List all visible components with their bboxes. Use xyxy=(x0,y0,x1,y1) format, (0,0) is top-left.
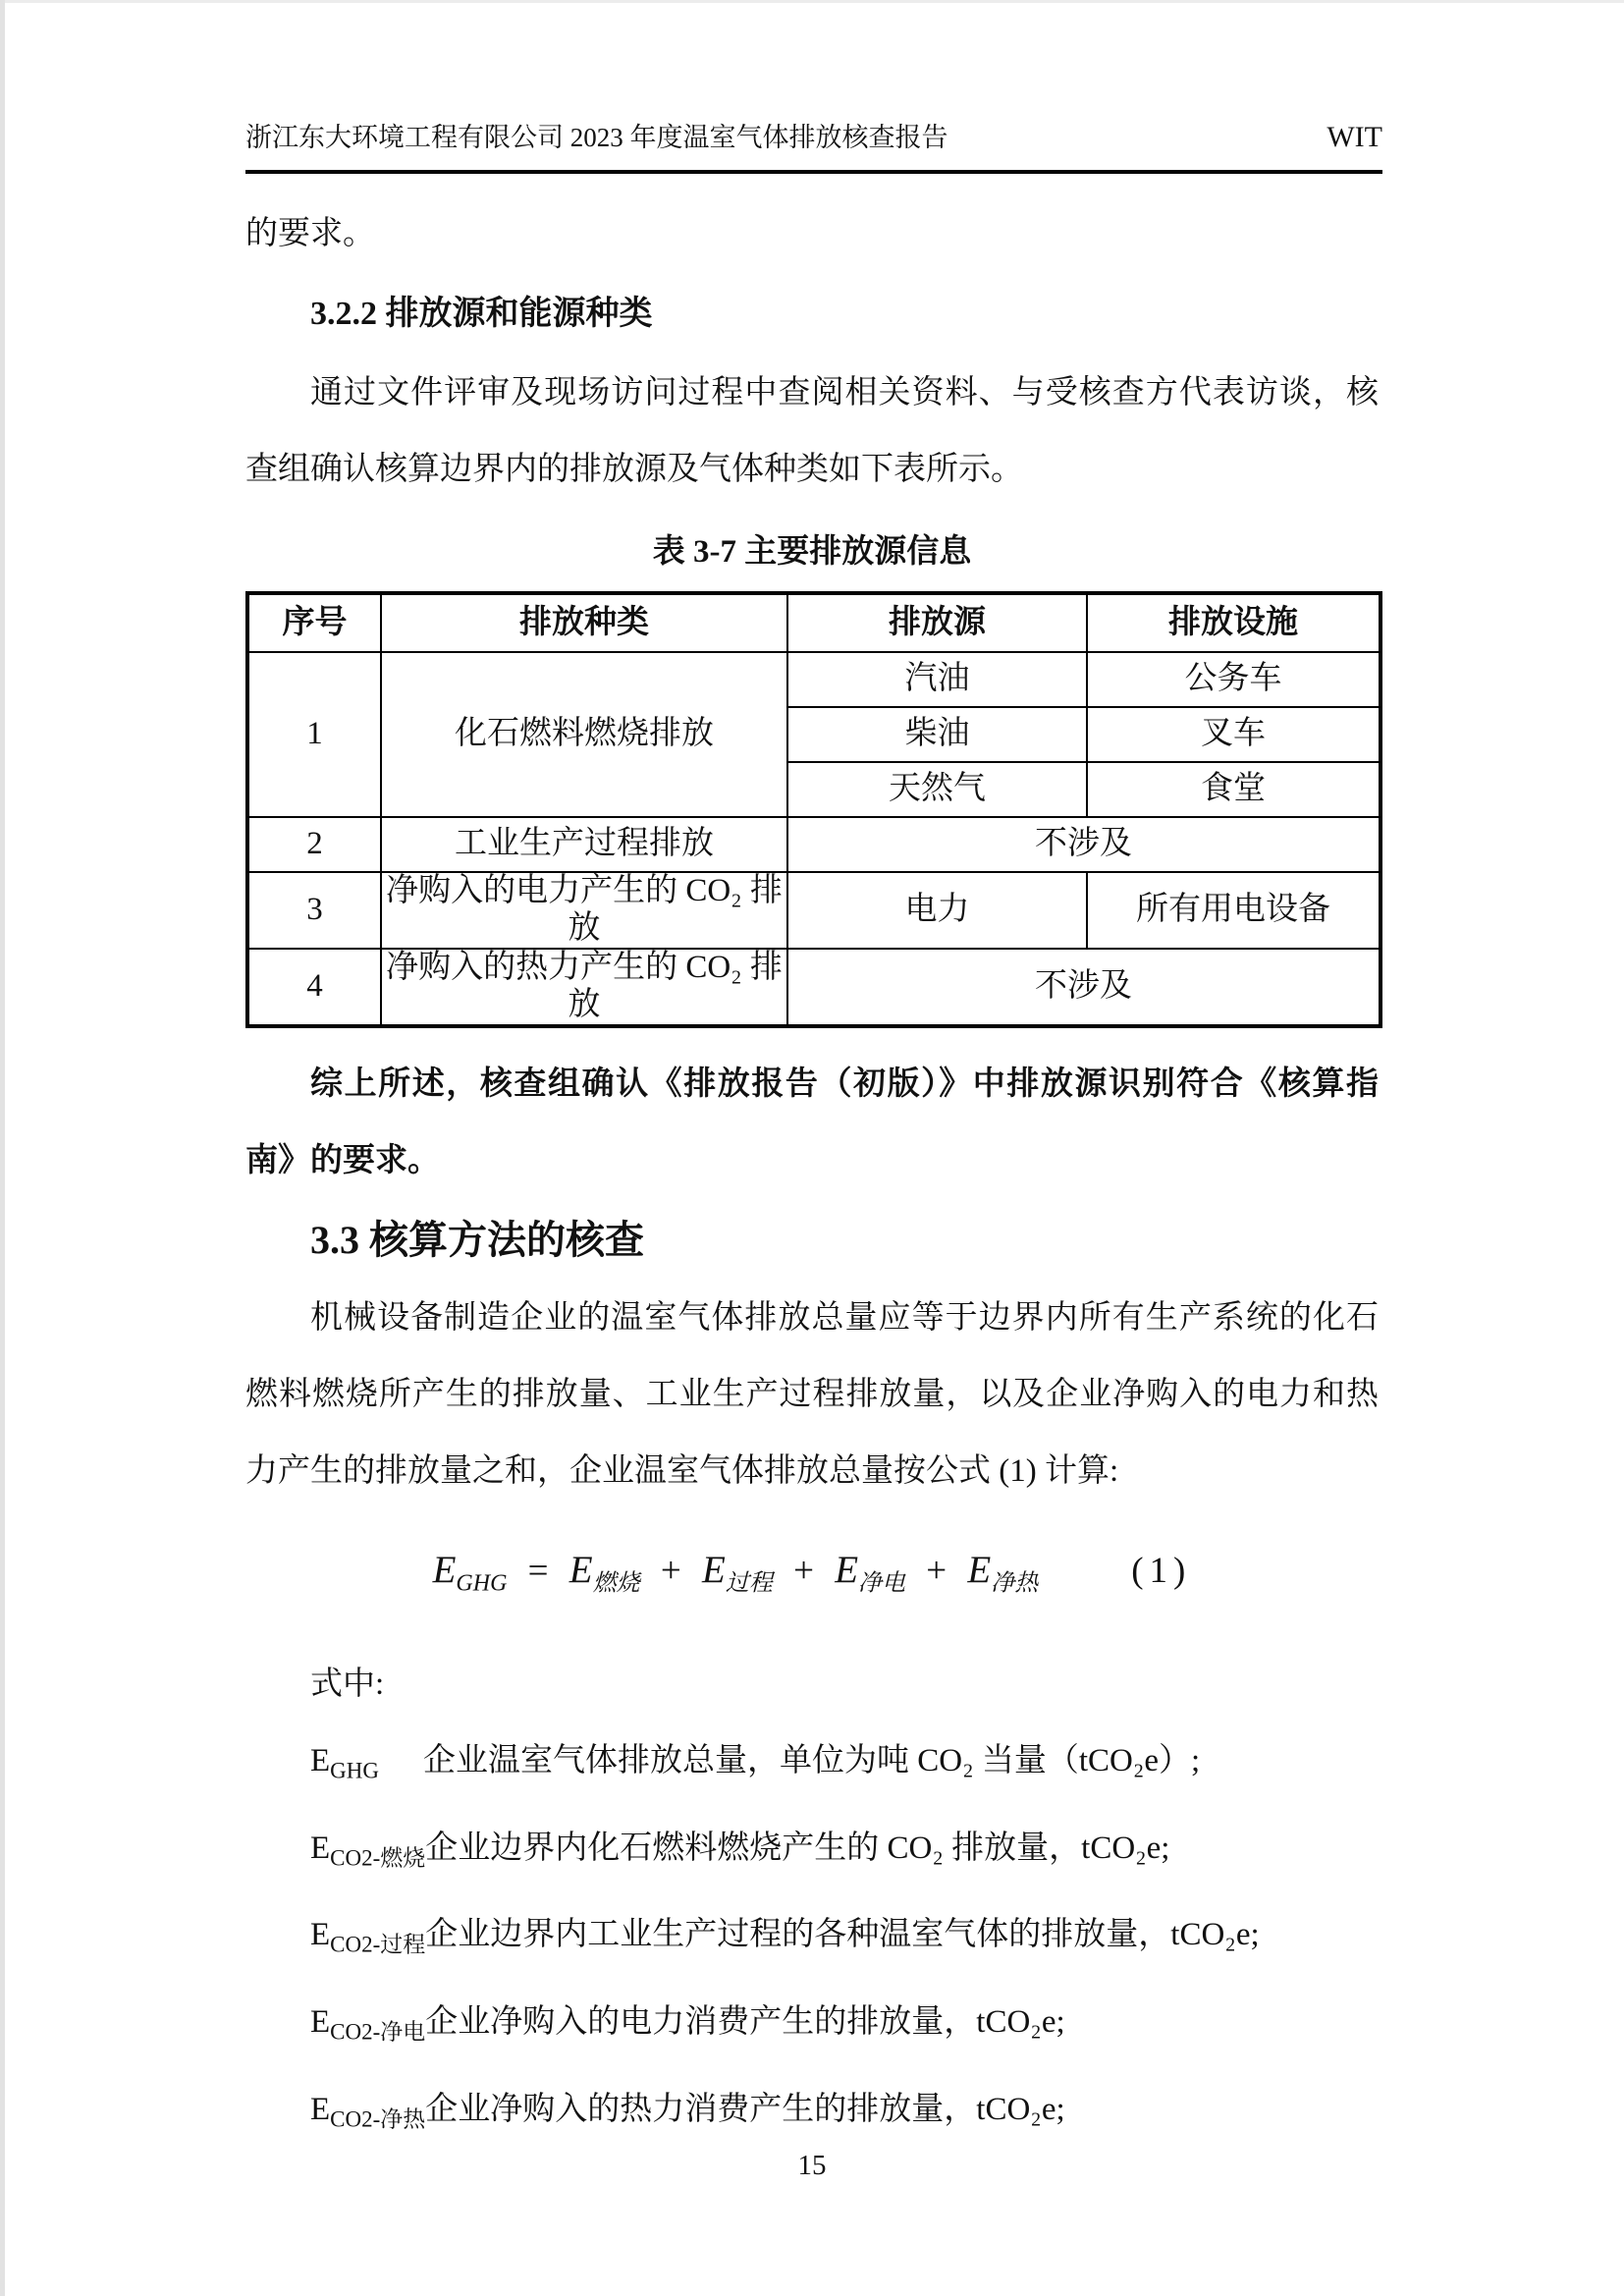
plus-sign: + xyxy=(926,1550,947,1591)
header-logo-text: WIT xyxy=(1326,121,1382,153)
formula-symbol-E: E xyxy=(967,1548,992,1591)
definition-symbol: $E_{GHG}$ xyxy=(310,1743,380,1783)
section-heading-322: 3.2.2 排放源和能源种类 xyxy=(310,296,653,332)
table-row xyxy=(247,872,1380,949)
symbol-definitions xyxy=(245,1722,1379,2158)
plus-sign: + xyxy=(660,1550,681,1591)
cell-row1-no: 1 xyxy=(247,652,381,817)
equals-sign: = xyxy=(527,1550,549,1591)
column-header-emission-facility: 排放设施 xyxy=(1087,593,1380,652)
paragraph-conclusion xyxy=(245,1046,1379,1199)
definition-symbol: $E_{CO2-燃烧}$ xyxy=(310,1830,426,1871)
formula-symbol-E: E xyxy=(568,1548,593,1591)
page-header xyxy=(245,0,1382,174)
definition-line xyxy=(245,2071,1379,2159)
page-number: 15 xyxy=(797,2150,827,2181)
column-header-no: 序号 xyxy=(247,593,381,652)
formula-subscript-net-electricity: 净电 xyxy=(858,1570,906,1597)
cell-row1-source-diesel: 柴油 xyxy=(787,707,1087,762)
formula-body xyxy=(433,1532,1039,1621)
cell-row4-type: 净购入的热力产生的 CO₂ 排放 xyxy=(381,949,787,1026)
definition-symbol: $E_{CO2-净热}$ xyxy=(310,2091,426,2132)
plus-sign: + xyxy=(793,1550,814,1591)
cell-row4-not-involved: 不涉及 xyxy=(787,949,1380,1026)
formula-subscript-net-heat: 净热 xyxy=(991,1570,1039,1597)
cell-row2-type: 工业生产过程排放 xyxy=(381,817,787,872)
cell-row1-facility-canteen: 食堂 xyxy=(1087,762,1380,817)
continuation-line: 的要求。 xyxy=(245,216,375,251)
definition-text: 企业边界内化石燃料燃烧产生的 CO₂ 排放量，tCO₂e; xyxy=(425,1830,1170,1866)
cell-row1-source-natural-gas: 天然气 xyxy=(787,762,1087,817)
paragraph-line: 查组确认核算边界内的排放源及气体种类如下表所示。 xyxy=(245,452,1023,487)
cell-row3-facility-electric-equipment: 所有用电设备 xyxy=(1087,872,1380,949)
definition-text: 企业边界内工业生产过程的各种温室气体的排放量，tCO₂e; xyxy=(425,1917,1260,1953)
definition-line xyxy=(245,1722,1379,1810)
paragraph-line: 南》的要求。 xyxy=(245,1142,440,1178)
table-row xyxy=(247,949,1380,1026)
paragraph-method xyxy=(245,1280,1379,1509)
paragraph-line: 机械设备制造企业的温室气体排放总量应等于边界内所有生产系统的化石 xyxy=(310,1299,1379,1336)
section-heading-33: 3.3 核算方法的核查 xyxy=(310,1217,644,1262)
emission-sources-table xyxy=(245,591,1382,1028)
formula-subscript-combustion: 燃烧 xyxy=(592,1570,640,1597)
definition-text: 企业净购入的电力消费产生的排放量，tCO₂e; xyxy=(425,2003,1065,2040)
header-report-title: 浙江东大环境工程有限公司 2023 年度温室气体排放核查报告 xyxy=(245,123,948,152)
column-header-emission-type: 排放种类 xyxy=(381,593,787,652)
formula-symbol-E: E xyxy=(835,1548,859,1591)
paragraph-line: 综上所述，核查组确认《排放报告（初版）》中排放源识别符合《核算指 xyxy=(310,1066,1379,1102)
table-row xyxy=(247,652,1380,707)
cell-row1-type: 化石燃料燃烧排放 xyxy=(381,652,787,817)
paragraph-line: 力产生的排放量之和，企业温室气体排放总量按公式 (1) 计算: xyxy=(245,1452,1119,1489)
cell-row3-source-electricity: 电力 xyxy=(787,872,1087,949)
cell-row1-source-gasoline: 汽油 xyxy=(787,652,1087,707)
cell-row3-no: 3 xyxy=(247,872,381,949)
definition-line xyxy=(245,1984,1379,2071)
cell-row3-type: 净购入的电力产生的 CO₂ 排放 xyxy=(381,872,787,949)
cell-row4-no: 4 xyxy=(247,949,381,1026)
cell-row1-facility-forklift: 叉车 xyxy=(1087,707,1380,762)
definition-symbol: $E_{CO2-净电}$ xyxy=(310,2003,426,2045)
ghg-total-formula xyxy=(245,1532,1379,1621)
formula-symbol-E: E xyxy=(702,1548,726,1591)
cell-row2-no: 2 xyxy=(247,817,381,872)
definition-text: 企业净购入的热力消费产生的排放量，tCO₂e; xyxy=(425,2091,1065,2127)
cell-row2-not-involved: 不涉及 xyxy=(787,817,1380,872)
definition-text: 企业温室气体排放总量，单位为吨 CO₂ 当量（tCO₂e）; xyxy=(423,1743,1201,1779)
where-label: 式中: xyxy=(310,1667,385,1703)
cell-row1-facility-official-car: 公务车 xyxy=(1087,652,1380,707)
formula-symbol-E: E xyxy=(432,1548,457,1591)
table-row xyxy=(247,817,1380,872)
equation-number: (1) xyxy=(1131,1550,1192,1591)
paragraph-line: 通过文件评审及现场访问过程中查阅相关资料、与受核查方代表访谈，核 xyxy=(310,375,1379,410)
definition-line xyxy=(245,1810,1379,1897)
definition-line xyxy=(245,1896,1379,1984)
paragraph-emission-sources xyxy=(245,355,1379,508)
formula-subscript-ghg: GHG xyxy=(456,1570,508,1597)
table-caption: 表 3-7 主要排放源信息 xyxy=(652,534,972,570)
document-body xyxy=(245,178,1379,2158)
definition-symbol: $E_{CO2-过程}$ xyxy=(310,1917,426,1957)
paragraph-line: 燃料燃烧所产生的排放量、工业生产过程排放量，以及企业净购入的电力和热 xyxy=(245,1376,1379,1412)
formula-subscript-process: 过程 xyxy=(725,1570,773,1597)
column-header-emission-source: 排放源 xyxy=(787,593,1087,652)
table-header-row xyxy=(247,593,1380,652)
